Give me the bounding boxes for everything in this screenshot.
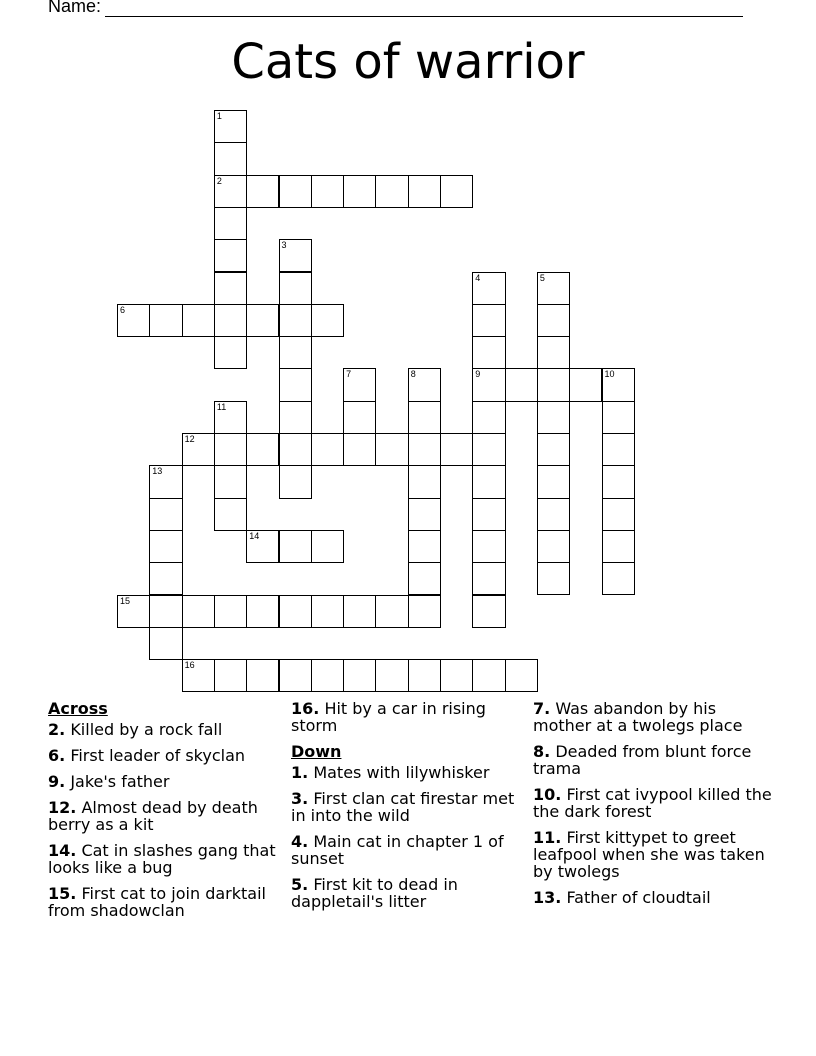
clue-item [291, 764, 521, 781]
grid-cell[interactable] [182, 595, 215, 628]
clue-number: 8 [410, 369, 416, 380]
grid-cell[interactable] [214, 433, 247, 466]
grid-cell[interactable] [408, 498, 441, 531]
grid-cell[interactable] [149, 465, 182, 498]
clue-text: Cat in slashes gang that looks like a bug [48, 841, 276, 877]
clue-number-label: 11. [533, 828, 562, 847]
grid-cell[interactable] [311, 304, 344, 337]
clue-number: 7 [346, 369, 352, 380]
clue-text: Father of cloudtail [566, 888, 711, 907]
clue-number: 10 [604, 369, 615, 380]
grid-cell[interactable] [279, 175, 312, 208]
grid-cell[interactable] [149, 304, 182, 337]
clue-item [291, 833, 521, 867]
grid-cell[interactable] [537, 433, 570, 466]
clue-column-1 [48, 700, 278, 928]
clue-number: 3 [281, 240, 287, 251]
grid-cell[interactable] [472, 272, 505, 305]
clue-number-label: 1. [291, 763, 309, 782]
grid-cell[interactable] [117, 304, 150, 337]
clue-number-label: 15. [48, 884, 77, 903]
grid-cell[interactable] [214, 110, 247, 143]
grid-cell[interactable] [149, 595, 182, 628]
grid-cell[interactable] [375, 595, 408, 628]
grid-cell[interactable] [149, 530, 182, 563]
grid-cell[interactable] [311, 595, 344, 628]
clue-item [533, 829, 778, 880]
clue-number: 9 [475, 369, 481, 380]
grid-cell[interactable] [214, 272, 247, 305]
clue-number-label: 2. [48, 720, 66, 739]
grid-cell[interactable] [472, 562, 505, 595]
grid-cell[interactable] [214, 175, 247, 208]
clue-text: Main cat in chapter 1 of sunset [291, 832, 504, 868]
clue-number-label: 12. [48, 798, 77, 817]
clue-item [291, 876, 521, 910]
grid-cell[interactable] [408, 595, 441, 628]
grid-cell[interactable] [537, 304, 570, 337]
grid-cell[interactable] [279, 465, 312, 498]
clue-text: First cat to join darktail from shadowclan [48, 884, 266, 920]
grid-cell[interactable] [246, 175, 279, 208]
grid-cell[interactable] [408, 401, 441, 434]
clue-item [48, 842, 278, 876]
grid-cell[interactable] [279, 401, 312, 434]
clue-number: 12 [184, 434, 195, 444]
grid-cell[interactable] [602, 433, 635, 466]
clue-item [533, 786, 778, 820]
grid-cell[interactable] [149, 562, 182, 595]
clue-text: First leader of skyclan [70, 746, 246, 765]
grid-cell[interactable] [537, 498, 570, 531]
clue-number: 2 [216, 175, 222, 186]
clue-number-label: 10. [533, 785, 562, 804]
grid-cell[interactable] [214, 239, 247, 272]
clue-number: 13 [152, 466, 163, 477]
grid-cell[interactable] [408, 368, 441, 401]
clue-item [48, 799, 278, 833]
grid-cell[interactable] [472, 433, 505, 466]
grid-cell[interactable] [214, 465, 247, 498]
across-heading: Across [48, 699, 108, 718]
grid-cell[interactable] [375, 175, 408, 208]
clue-number: 11 [216, 401, 227, 412]
grid-cell[interactable] [279, 530, 312, 563]
clue-item [291, 790, 521, 824]
grid-cell[interactable] [279, 272, 312, 305]
clue-number-label: 6. [48, 746, 66, 765]
clue-item [48, 773, 278, 790]
clue-number: 14 [249, 530, 260, 541]
grid-cell[interactable] [343, 595, 376, 628]
grid-cell[interactable] [602, 465, 635, 498]
grid-cell[interactable] [343, 401, 376, 434]
grid-cell[interactable] [214, 207, 247, 240]
grid-cell[interactable] [602, 562, 635, 595]
grid-cell[interactable] [569, 368, 602, 401]
grid-cell[interactable] [182, 659, 215, 692]
name-label: Name: [48, 0, 102, 16]
grid-cell[interactable] [311, 530, 344, 563]
clue-text: First kit to dead in dappletail's litter [291, 875, 458, 911]
grid-cell[interactable] [472, 595, 505, 628]
clue-number: 16 [184, 660, 195, 671]
grid-cell[interactable] [472, 336, 505, 369]
clue-text: Was abandon by his mother at a twolegs place [533, 699, 743, 735]
clue-item [48, 885, 278, 919]
grid-cell[interactable] [149, 498, 182, 531]
grid-cell[interactable] [375, 433, 408, 466]
grid-cell[interactable] [279, 433, 312, 466]
grid-cell[interactable] [214, 401, 247, 434]
puzzle-title: Cats of warrior [231, 34, 585, 90]
clue-number-label: 5. [291, 875, 309, 894]
grid-cell[interactable] [472, 401, 505, 434]
down-heading: Down [291, 742, 342, 761]
grid-cell[interactable] [214, 659, 247, 692]
clue-item [533, 889, 778, 906]
grid-cell[interactable] [246, 659, 279, 692]
clue-number-label: 14. [48, 841, 77, 860]
grid-cell[interactable] [214, 498, 247, 531]
grid-cell[interactable] [182, 304, 215, 337]
grid-cell[interactable] [214, 304, 247, 337]
clue-number: 1 [216, 111, 222, 121]
grid-cell[interactable] [537, 368, 570, 401]
grid-cell[interactable] [343, 659, 376, 692]
grid-cell[interactable] [408, 530, 441, 563]
grid-cell[interactable] [279, 368, 312, 401]
grid-cell[interactable] [505, 659, 538, 692]
grid-cell[interactable] [246, 595, 279, 628]
grid-cell[interactable] [117, 595, 150, 628]
grid-cell[interactable] [279, 239, 312, 272]
grid-cell[interactable] [602, 498, 635, 531]
grid-cell[interactable] [214, 336, 247, 369]
clue-column-3 [533, 700, 778, 915]
grid-cell[interactable] [408, 175, 441, 208]
grid-cell[interactable] [375, 659, 408, 692]
grid-cell[interactable] [537, 336, 570, 369]
clue-text: Almost dead by death berry as a kit [48, 798, 258, 834]
clue-item [48, 747, 278, 764]
grid-cell[interactable] [279, 304, 312, 337]
grid-cell[interactable] [472, 530, 505, 563]
clue-item [533, 700, 778, 734]
grid-cell[interactable] [279, 595, 312, 628]
clue-number-label: 3. [291, 789, 309, 808]
clue-item [291, 700, 521, 734]
clue-number: 6 [120, 304, 126, 315]
clue-text: First cat ivypool killed the the dark forest [533, 785, 772, 821]
clue-number: 4 [475, 272, 481, 283]
grid-cell[interactable] [472, 465, 505, 498]
grid-cell[interactable] [279, 336, 312, 369]
grid-cell[interactable] [602, 530, 635, 563]
grid-cell[interactable] [343, 433, 376, 466]
grid-cell[interactable] [311, 175, 344, 208]
clue-number: 5 [539, 272, 545, 283]
clue-number: 15 [120, 595, 131, 606]
clue-text: Hit by a car in rising storm [291, 699, 486, 735]
grid-cell[interactable] [343, 175, 376, 208]
grid-cell[interactable] [182, 433, 215, 466]
clue-number-label: 7. [533, 699, 551, 718]
grid-cell[interactable] [214, 595, 247, 628]
grid-cell[interactable] [472, 368, 505, 401]
grid-cell[interactable] [149, 627, 182, 660]
grid-cell[interactable] [472, 659, 505, 692]
grid-cell[interactable] [537, 401, 570, 434]
grid-cell[interactable] [472, 304, 505, 337]
clue-number-label: 13. [533, 888, 562, 907]
clue-text: First kittypet to greet leafpool when she was taken by twolegs [533, 828, 765, 881]
grid-cell[interactable] [408, 465, 441, 498]
grid-cell[interactable] [602, 368, 635, 401]
grid-cell[interactable] [537, 272, 570, 305]
grid-cell[interactable] [408, 659, 441, 692]
grid-cell[interactable] [343, 368, 376, 401]
grid-cell[interactable] [246, 304, 279, 337]
clue-number-label: 9. [48, 772, 66, 791]
grid-cell[interactable] [537, 530, 570, 563]
grid-cell[interactable] [408, 562, 441, 595]
grid-cell[interactable] [440, 659, 473, 692]
grid-cell[interactable] [440, 433, 473, 466]
grid-cell[interactable] [279, 659, 312, 692]
grid-cell[interactable] [440, 175, 473, 208]
grid-cell[interactable] [537, 562, 570, 595]
clue-text: Jake's father [70, 772, 170, 791]
grid-cell[interactable] [214, 142, 247, 175]
clue-text: First clan cat firestar met in into the wild [291, 789, 515, 825]
grid-cell[interactable] [602, 401, 635, 434]
grid-cell[interactable] [408, 433, 441, 466]
clue-number-label: 4. [291, 832, 309, 851]
clue-column-2 [291, 700, 521, 919]
grid-cell[interactable] [311, 433, 344, 466]
clue-number-label: 8. [533, 742, 551, 761]
grid-cell[interactable] [311, 659, 344, 692]
grid-cell[interactable] [537, 465, 570, 498]
clue-item [48, 721, 278, 738]
clue-number-label: 16. [291, 699, 320, 718]
clue-text: Killed by a rock fall [70, 720, 223, 739]
clue-text: Deaded from blunt force trama [533, 742, 752, 778]
clue-text: Mates with lilywhisker [313, 763, 490, 782]
grid-cell[interactable] [246, 530, 279, 563]
grid-cell[interactable] [472, 498, 505, 531]
clue-item [533, 743, 778, 777]
grid-cell[interactable] [505, 368, 538, 401]
grid-cell[interactable] [246, 433, 279, 466]
